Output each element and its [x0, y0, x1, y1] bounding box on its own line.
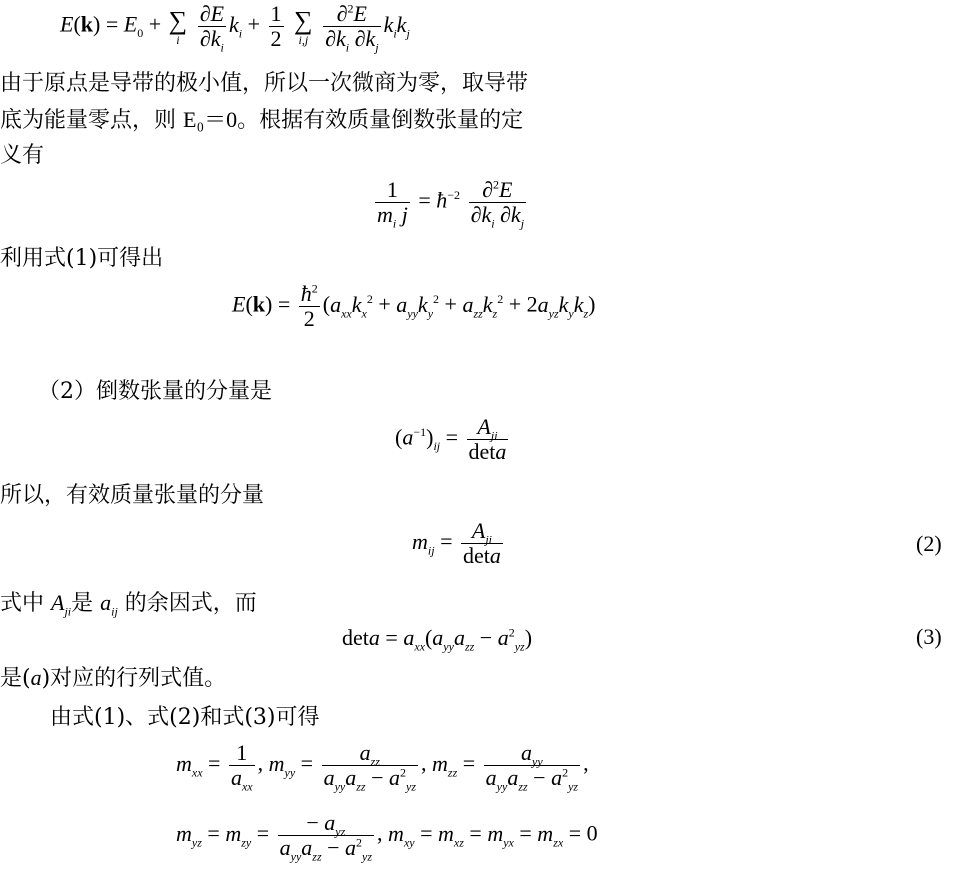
paragraph-line: 是(a)对应的行列式值。	[0, 665, 227, 691]
effective-mass-results-line-2: $m_{yz} = m_{zy}$ = $\frac{- a_{yz}}{a_{yy}a_{zz} - a^2_{yz}}$ , $m_{xy} = m_{xz} = m_{yx} = m_{zx} = 0$	[176, 810, 598, 864]
equation-number: (3)	[916, 624, 942, 649]
paragraph-line: 由式(1)、式(2)和式(3)可得	[50, 705, 320, 730]
paragraph-line: 义有	[0, 143, 45, 168]
paragraph-line: 利用式(1)可得出	[0, 246, 164, 271]
inverse-mass-definition-equation: $\frac{1}{m_i j}$ = $ħ^{-2}$ $\frac{\partial^2E}{\partial k_i \partial k_j}$	[377, 177, 525, 231]
paragraph-line: （2）倒数张量的分量是	[38, 379, 272, 404]
energy-expression-equation: E(k) = $\frac{ħ^2}{2}$ $(a_{xx}k_x^2 + a_{yy}k_y^2 + a_{zz}k_z^2 + 2a_{yz}k_yk_z)$	[232, 281, 596, 331]
paragraph-line: 所以，有效质量张量的分量	[0, 483, 265, 508]
paragraph-line: 式中 $A_{ji}$是 $a_{ij}$ 的余因式，而	[0, 590, 257, 619]
taylor-expansion-equation: $E(k) = E_0$ + ∑ i $\frac{\partial E}{\partial k_i}$ $k_i$ + $\frac{1}{2}$ ∑ i,j $\frac{\partial^2E}{\partial k_i \partial k_j}$ $k_ik_j$	[60, 1, 410, 55]
equation-number: (2)	[916, 531, 942, 556]
paragraph-line: 由于原点是导带的极小值，所以一次微商为零，取导带	[0, 71, 529, 96]
effective-mass-results-line-1: $m_{xx}$ = $\frac{1}{a_{xx}}$ , $m_{yy}$ = $\frac{a_{zz}}{a_{yy}a_{zz} - a^2_{yz}}$ , $m_{zz}$ = $\frac{a_{yy}}{a_{yy}a_{zz} - a^2_{yz}}$ ,	[176, 740, 589, 794]
effective-mass-component-equation: $m_{ij}$ = $\frac{A_{ji}}{\det a}$	[412, 518, 501, 568]
paragraph-line: 底为能量零点，则 E₀＝0。根据有效质量倒数张量的定	[0, 107, 524, 133]
determinant-equation: $\det a = a_{xx}(a_{yy}a_{zz} - a^2_{yz})$	[342, 625, 533, 654]
inverse-tensor-component-equation: $(a^{-1})_{ij}$ = $\frac{A_{ji}}{\det a}$	[395, 414, 507, 464]
